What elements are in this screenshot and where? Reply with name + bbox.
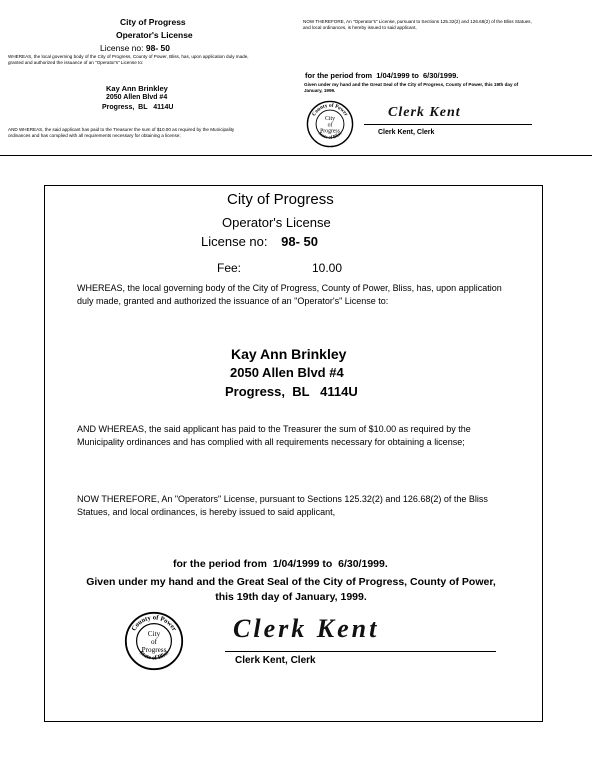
stub-address2: Progress, BL 4114U	[102, 104, 174, 111]
stub-given: Given under my hand and the Great Seal of the City of Progress, County of Power, this 19th day of January, 1999.	[304, 82, 519, 93]
stub-clerk: Clerk Kent, Clerk	[378, 129, 435, 136]
cert-license-type: Operator's License	[222, 215, 331, 230]
cert-now-therefore: NOW THEREFORE, An "Operators" License, pursuant to Sections 125.32(2) and 126.68(2) of the Bliss Statues, and local ordinances, is hereby issued to said applicant,	[77, 494, 488, 517]
cert-name: Kay Ann Brinkley	[231, 346, 347, 362]
seal-graphic	[124, 611, 184, 671]
cert-signature-line	[225, 651, 496, 652]
stub-and-whereas: AND WHEREAS, the said applicant has paid to the Treasurer the sum of $10.00 as required by the Municipality ordinances and has complied with all requirements necessary for obtaining a license;	[8, 127, 235, 138]
stub-divider	[0, 155, 592, 156]
stub-license-number: 98- 50	[145, 43, 170, 53]
svg-text:State of Bliss: State of Bliss	[137, 650, 171, 662]
stub-seal	[306, 100, 354, 148]
cert-signature: Clerk Kent	[233, 614, 380, 643]
cert-seal	[124, 611, 184, 671]
svg-text:County of Power: County of Power	[130, 614, 178, 633]
svg-text:Progress: Progress	[320, 128, 340, 135]
certificate-frame	[44, 185, 543, 722]
stub-now-therefore: NOW THEREFORE, An "Operator's" License, pursuant to Sections 125.32(2) and 126.68(2) of the Bliss Statues, and local ordinances, is hereby issued to said applicant,	[303, 19, 532, 30]
cert-license-label: License no:	[201, 234, 268, 249]
stub-whereas: WHEREAS, the local governing body of the City of Progress, County of Power, Bliss, has, upon application duly made, granted and authorized the issuance of an "Operator's" License to:	[8, 54, 249, 65]
cert-city-title: City of Progress	[227, 191, 334, 208]
svg-text:of: of	[151, 638, 157, 646]
stub-signature-line	[364, 124, 532, 125]
cert-whereas: WHEREAS, the local governing body of the City of Progress, County of Power, Bliss, has, upon application duly made, granted and authorized the issuance of an "Operator's" License to:	[77, 283, 502, 306]
stub-city-title: City of Progress	[120, 17, 186, 27]
cert-fee-label: Fee:	[217, 261, 242, 275]
stub-name: Kay Ann Brinkley	[106, 84, 168, 93]
stub-license-label: License no:	[100, 43, 144, 53]
cert-license-line	[201, 234, 318, 249]
svg-text:City: City	[147, 630, 161, 639]
svg-text:County of Power: County of Power	[311, 102, 349, 118]
stub-license-line	[100, 43, 170, 53]
svg-text:City: City	[325, 116, 335, 123]
cert-license-number: 98- 50	[281, 234, 318, 249]
stub-signature: Clerk Kent	[388, 105, 461, 120]
cert-clerk: Clerk Kent, Clerk	[235, 655, 316, 666]
stub-license-type: Operator's License	[116, 30, 193, 40]
svg-text:State of Bliss: State of Bliss	[316, 131, 344, 141]
cert-fee-value: 10.00	[312, 261, 343, 275]
svg-text:of: of	[327, 122, 333, 129]
stub-address1: 2050 Allen Blvd #4	[106, 94, 168, 101]
cert-address1: 2050 Allen Blvd #4	[230, 365, 344, 380]
cert-period: for the period from 1/04/1999 to 6/30/1999.	[173, 558, 388, 570]
svg-text:Progress: Progress	[141, 645, 167, 654]
cert-given: Given under my hand and the Great Seal of the City of Progress, County of Power, this 19th day of January, 1999.	[86, 576, 496, 603]
cert-address2: Progress, BL 4114U	[225, 384, 358, 399]
stub-period: for the period from 1/04/1999 to 6/30/1999.	[305, 71, 459, 80]
cert-and-whereas: AND WHEREAS, the said applicant has paid to the Treasurer the sum of $10.00 as required by the Municipality ordinances and has complied with all requirements necessary for obtaining a license;	[77, 424, 471, 447]
seal-graphic	[306, 100, 354, 148]
